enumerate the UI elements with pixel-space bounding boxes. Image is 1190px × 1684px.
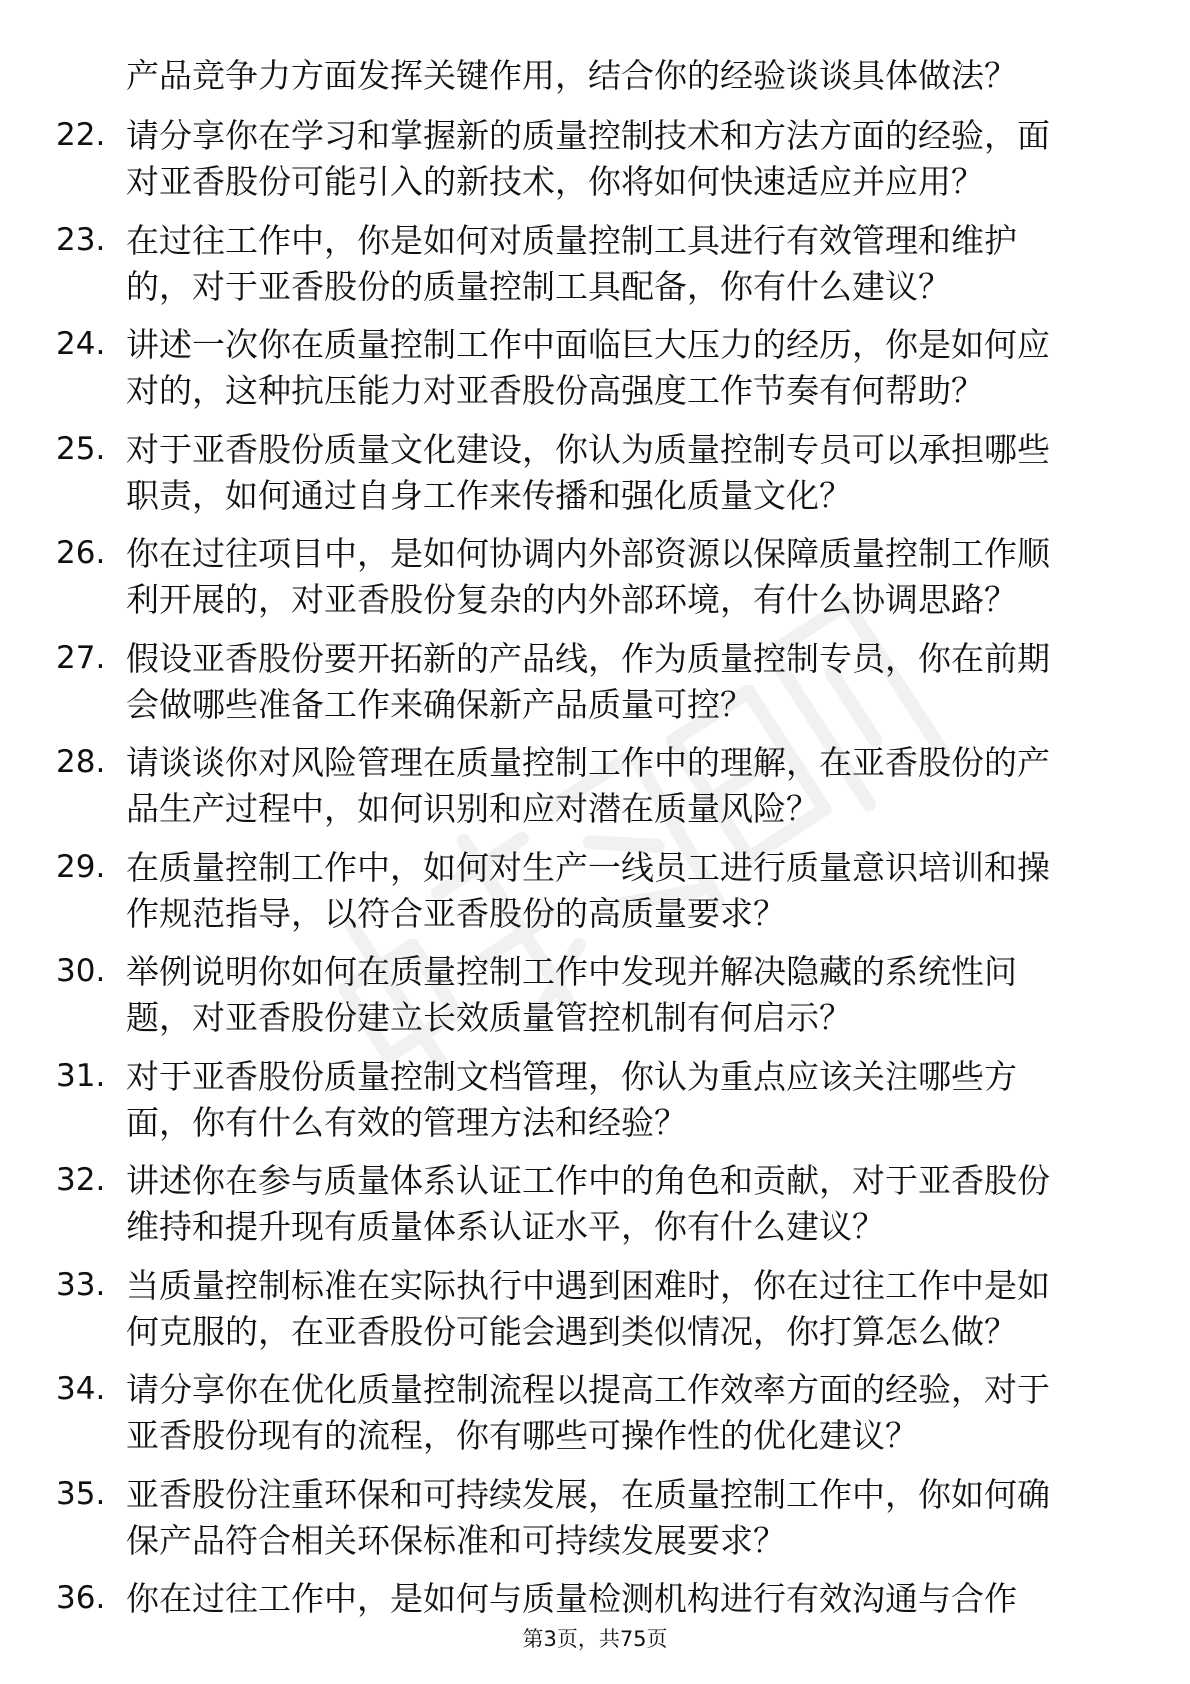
- continuation-line: 产品竞争力方面发挥关键作用，结合你的经验谈谈具体做法？: [126, 56, 1017, 95]
- question-text-line: 请分享你在优化质量控制流程以提高工作效率方面的经验，对于: [126, 1370, 1050, 1409]
- question-item: [0, 1044, 1190, 1149]
- question-number: 24.: [56, 326, 106, 362]
- question-text-line: 对于亚香股份质量文化建设，你认为质量控制专员可以承担哪些: [126, 429, 1050, 469]
- question-item: [0, 208, 1190, 313]
- question-text-line: 的，对于亚香股份的质量控制工具配备，你有什么建议？: [126, 266, 951, 306]
- page-footer: 第3页，共75页: [522, 1627, 668, 1651]
- question-number: 34.: [56, 1371, 106, 1407]
- question-text-line: 假设亚香股份要开拓新的产品线，作为质量控制专员，你在前期: [126, 638, 1050, 678]
- question-text-line: 当质量控制标准在实际执行中遇到困难时，你在过往工作中是如: [126, 1265, 1050, 1305]
- question-text-line: 请谈谈你对风险管理在质量控制工作中的理解，在亚香股份的产: [126, 743, 1050, 782]
- question-item: [0, 835, 1190, 940]
- question-number: 30.: [56, 953, 106, 989]
- question-number: 23.: [56, 221, 106, 258]
- question-text: [126, 218, 1116, 310]
- question-item: [0, 626, 1190, 731]
- question-text-line: 亚香股份注重环保和可持续发展，在质量控制工作中，你如何确: [126, 1474, 1050, 1514]
- question-text: [126, 740, 1116, 832]
- question-text-line: 讲述一次你在质量控制工作中面临巨大压力的经历，你是如何应: [126, 325, 1050, 364]
- question-text: [126, 113, 1116, 205]
- question-text-line: 亚香股份现有的流程，你有哪些可操作性的优化建议？: [126, 1416, 918, 1455]
- question-text-line: 对亚香股份可能引入的新技术，你将如何快速适应并应用？: [126, 162, 984, 201]
- question-number: 32.: [56, 1162, 106, 1198]
- question-number: 35.: [56, 1475, 106, 1512]
- question-text-line: 对的，这种抗压能力对亚香股份高强度工作节奏有何帮助？: [126, 371, 984, 410]
- question-item: [0, 730, 1190, 835]
- question-text-line: 在质量控制工作中，如何对生产一线员工进行质量意识培训和操: [126, 847, 1050, 887]
- question-number: 26.: [56, 535, 106, 571]
- question-text-line: 举例说明你如何在质量控制工作中发现并解决隐藏的系统性问: [126, 952, 1017, 991]
- question-text: [126, 322, 1116, 414]
- question-text-line: 对于亚香股份质量控制文档管理，你认为重点应该关注哪些方: [126, 1056, 1017, 1096]
- question-item: [0, 521, 1190, 626]
- question-text-line: 请分享你在学习和掌握新的质量控制技术和方法方面的经验，面: [126, 116, 1050, 155]
- question-item: [0, 1357, 1190, 1462]
- question-number: 25.: [56, 430, 106, 467]
- question-text-line: 保产品符合相关环保标准和可持续发展要求？: [126, 1520, 786, 1560]
- question-text: [126, 531, 1116, 623]
- question-text-line: 题，对亚香股份建立长效质量管控机制有何启示？: [126, 998, 852, 1037]
- question-number: 28.: [56, 744, 106, 780]
- question-text: [126, 636, 1116, 728]
- question-number: 31.: [56, 1057, 106, 1094]
- question-text-line: 你在过往工作中，是如何与质量检测机构进行有效沟通与合作: [126, 1579, 1017, 1618]
- question-text: [126, 1576, 1116, 1622]
- question-text-line: 面，你有什么有效的管理方法和经验？: [126, 1102, 687, 1142]
- question-text: [126, 1472, 1116, 1564]
- question-item: [0, 417, 1190, 522]
- question-text-line: 品生产过程中，如何识别和应对潜在质量风险？: [126, 789, 819, 828]
- question-item: [0, 939, 1190, 1044]
- question-text: [126, 1054, 1116, 1146]
- question-item: [0, 1462, 1190, 1567]
- question-text-line: 会做哪些准备工作来确保新产品质量可控？: [126, 684, 753, 724]
- question-item: [0, 1253, 1190, 1358]
- question-item: [0, 312, 1190, 417]
- question-number: 33.: [56, 1266, 106, 1303]
- question-item: [0, 103, 1190, 208]
- question-number: 22.: [56, 117, 106, 153]
- question-text-line: 职责，如何通过自身工作来传播和强化质量文化？: [126, 475, 852, 515]
- question-text-line: 讲述你在参与质量体系认证工作中的角色和贡献，对于亚香股份: [126, 1161, 1050, 1200]
- question-text-line: 你在过往项目中，是如何协调内外部资源以保障质量控制工作顺: [126, 534, 1050, 573]
- question-list: [0, 103, 1190, 1671]
- question-number: 36.: [56, 1580, 106, 1616]
- question-text: [126, 1367, 1116, 1459]
- question-number: 27.: [56, 639, 106, 676]
- question-item: [0, 1566, 1190, 1671]
- question-text-line: 利开展的，对亚香股份复杂的内外部环境，有什么协调思路？: [126, 580, 1017, 619]
- question-number: 29.: [56, 848, 106, 885]
- question-text: [126, 1263, 1116, 1355]
- question-text-line: 作规范指导，以符合亚香股份的高质量要求？: [126, 893, 786, 933]
- question-item: [0, 1148, 1190, 1253]
- question-text: [126, 1158, 1116, 1250]
- question-text: [126, 949, 1116, 1041]
- question-text-line: 何克服的，在亚香股份可能会遇到类似情况，你打算怎么做？: [126, 1311, 1017, 1351]
- question-text-line: 维持和提升现有质量体系认证水平，你有什么建议？: [126, 1207, 885, 1246]
- question-text: [126, 845, 1116, 937]
- question-text-line: 在过往工作中，你是如何对质量控制工具进行有效管理和维护: [126, 220, 1017, 260]
- question-text: [126, 427, 1116, 519]
